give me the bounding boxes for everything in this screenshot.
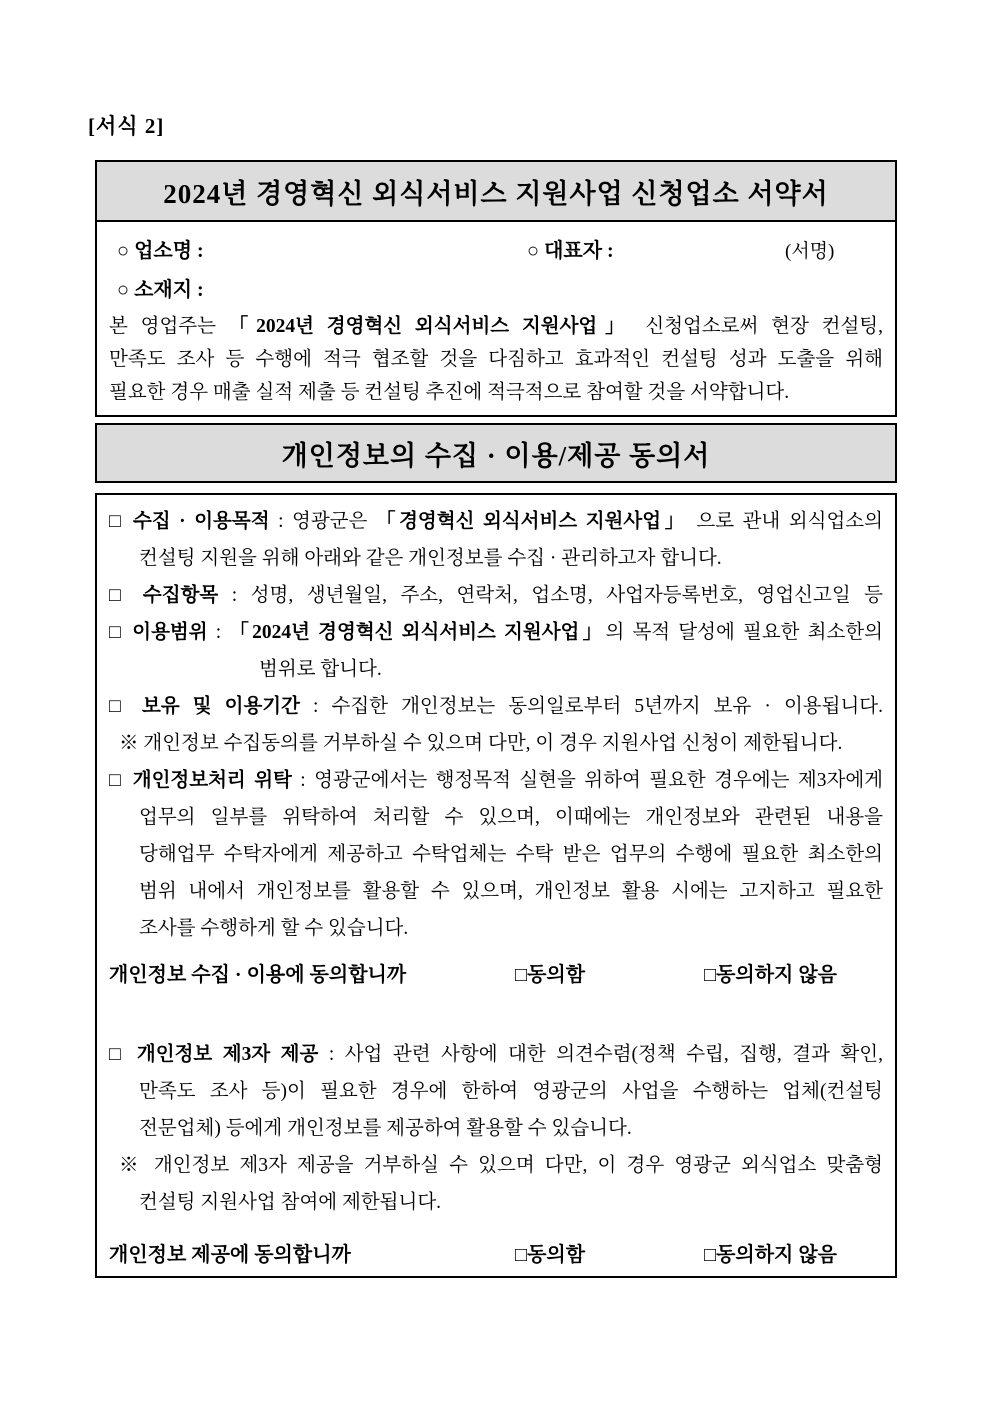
- text-line: 만족도 조사 등)이 필요한 경우에 한하여 영광군의 사업을 수행하는 업체(컨설팅: [139, 1081, 883, 1102]
- consent-part1: [109, 503, 883, 947]
- text-line: 만족도 조사 등 수행에 적극 협조할 것을 다짐하고 효과적인 컨설팅 성과 도출을 위해: [109, 349, 883, 370]
- text-line: □ 수집항목 : 성명, 생년월일, 주소, 연락처, 업소명, 사업자등록번호, 영업신고일 등: [109, 585, 883, 606]
- address-field[interactable]: [249, 274, 789, 306]
- text-line: ※ 개인정보 수집동의를 거부하실 수 있으며 다만, 이 경우 지원사업 신청이 제한됩니다.: [119, 733, 843, 754]
- question2-agree-checkbox[interactable]: □동의함: [515, 1244, 586, 1266]
- consent-title: 개인정보의 수집 · 이용/제공 동의서: [95, 423, 897, 483]
- representative-field[interactable]: [654, 235, 774, 267]
- text-line: □ 개인정보처리 위탁 : 영광군에서는 행정목적 실현을 위하여 필요한 경우에는 제3자에게: [109, 770, 883, 791]
- consent-question-collection: [109, 957, 883, 994]
- field-row-2: [109, 271, 883, 310]
- business-name-label: ○ 업소명 :: [117, 240, 204, 262]
- question1-label: 개인정보 수집 · 이용에 동의합니까: [109, 964, 407, 986]
- question2-label: 개인정보 제공에 동의합니까: [109, 1244, 351, 1266]
- text-line: 필요한 경우 매출 실적 제출 등 컨설팅 추진에 적극적으로 참여할 것을 서약합니다.: [109, 382, 790, 403]
- field-row-1: [109, 232, 883, 271]
- pledge-section: [95, 160, 897, 417]
- signature-label: (서명): [785, 241, 835, 262]
- question1-agree-checkbox[interactable]: □동의함: [515, 964, 586, 986]
- business-name-field[interactable]: [249, 235, 519, 267]
- text-line: □ 이용범위 : 「2024년 경영혁신 외식서비스 지원사업」의 목적 달성에 필요한 최소한의: [109, 622, 884, 643]
- consent-section: [95, 493, 897, 1278]
- question2-disagree-checkbox[interactable]: □동의하지 않음: [704, 1244, 837, 1266]
- text-line: 범위로 합니다.: [259, 659, 382, 680]
- text-line: 업무의 일부를 위탁하여 처리할 수 있으며, 이때에는 개인정보와 관련된 내용을: [139, 807, 883, 828]
- address-label: ○ 소재지 :: [117, 279, 204, 301]
- pledge-body: [97, 222, 895, 415]
- text-line: 범위 내에서 개인정보를 활용할 수 있으며, 개인정보 활용 시에는 고지하고 필요한: [139, 881, 883, 902]
- text-line: 당해업무 수탁자에게 제공하고 수탁업체는 수탁 받은 업무의 수행에 필요한 최소한의: [139, 844, 883, 865]
- text-line: 전문업체) 등에게 개인정보를 제공하여 활용할 수 있습니다.: [139, 1118, 632, 1139]
- text-line: □ 보유 및 이용기간 : 수집한 개인정보는 동의일로부터 5년까지 보유 · 이용됩니다.: [109, 696, 884, 717]
- pledge-statement: [109, 310, 883, 409]
- pledge-title: 2024년 경영혁신 외식서비스 지원사업 신청업소 서약서: [97, 162, 895, 222]
- text-line: 조사를 수행하게 할 수 있습니다.: [139, 918, 409, 939]
- form-label: [서식 2]: [88, 114, 165, 138]
- text-line: 컨설팅 지원을 위해 아래와 같은 개인정보를 수집 · 관리하고자 합니다.: [139, 548, 722, 569]
- consent-part2: [109, 1036, 883, 1221]
- question1-disagree-checkbox[interactable]: □동의하지 않음: [704, 964, 837, 986]
- text-line: 본 영업주는 「2024년 경영혁신 외식서비스 지원사업」 신청업소로써 현장 컨설팅,: [109, 316, 884, 337]
- text-line: □ 개인정보 제3자 제공 : 사업 관련 사항에 대한 의견수렴(정책 수립, 집행, 결과 확인,: [109, 1044, 884, 1065]
- representative-label: ○ 대표자 :: [527, 240, 614, 262]
- text-line: 컨설팅 지원사업 참여에 제한됩니다.: [139, 1192, 442, 1213]
- text-line: ※ 개인정보 제3자 제공을 거부하실 수 있으며 다만, 이 경우 영광군 외식업소 맞춤형: [119, 1155, 883, 1176]
- consent-question-provision: [109, 1237, 883, 1274]
- text-line: □ 수집 · 이용목적 : 영광군은 「경영혁신 외식서비스 지원사업」 으로 관내 외식업소의: [109, 511, 883, 532]
